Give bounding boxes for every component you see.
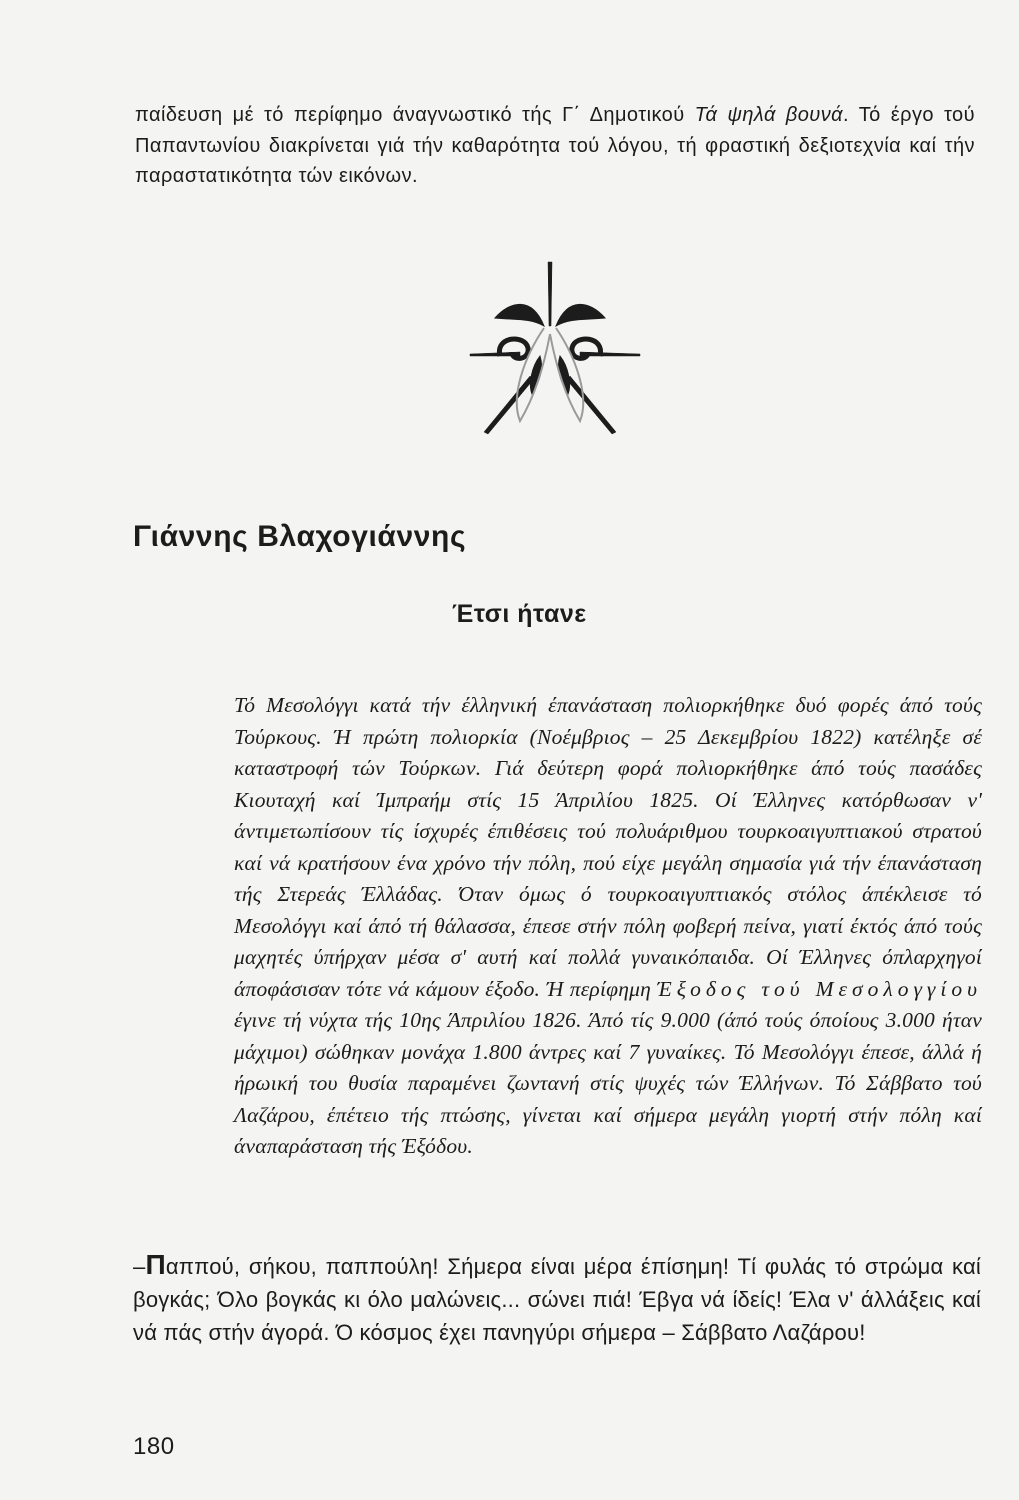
story-title: Έτσι ήτανε	[452, 600, 587, 628]
historical-note	[234, 690, 982, 1163]
prose-part2: έγινε τή νύχτα τής 10ης Άπριλίου 1826. Άπό τίς 9.000 (άπό τούς όποίους 3.000 ήταν μάχιμοι) σώθηκαν μονάχα 1.800 άντρες καί 7 γυναίκες. Τό Μεσολόγγι έπεσε, άλλά ή ήρωική του θυσία παραμένει ζωντανή στίς ψυχές τών Έλλήνων. Τό Σάββατο τού Λαζάρου, έπέτειο τής πτώσης, γίνεται καί σήμερα μεγάλη γιορτή στήν πόλη καί άναπαράσταση τής Έξόδου.	[234, 1008, 982, 1158]
story-dropcap: Π	[145, 1249, 166, 1280]
floral-ornament-icon	[440, 256, 660, 436]
intro-text-before: παίδευση μέ τό περίφημο άναγνωστικό τής Γ΄ Δημοτικού	[135, 104, 695, 126]
story-dash: –	[133, 1254, 146, 1279]
prose-part1: Τό Μεσολόγγι κατά τήν έλληνική έπανάσταση πολιορκήθηκε δυό φορές άπό τούς Τούρκους. Ή πρώτη πολιορκία (Νοέμβριος – 25 Δεκεμβρίου 1822) κατέληξε σέ καταστροφή τών Τούρκων. Γιά δεύτερη φορά πολιορκήθηκε άπό τούς πασάδες Κιουταχή καί Ίμπραήμ στίς 15 Άπριλίου 1825. Οί Έλληνες κατόρθωσαν ν' άντιμετωπίσουν τίς ίσχυρές έπιθέσεις τού πολυάριθμου τουρκοαιγυπτιακού στρατού καί νά κρατήσουν ένα χρόνο τήν πόλη, πού είχε μεγάλη σημασία γιά τήν έπανάσταση τής Στερεάς Έλλάδας. Όταν όμως ό τουρκοαιγυπτιακός στόλος άπέκλεισε τό Μεσολόγγι καί άπό τή θάλασσα, έπεσε στήν πόλη φοβερή πείνα, γιατί έκτός άπό τούς μαχητές ύπήρχαν μέσα σ' αυτή καί πολλά γυναικόπαιδα. Οί Έλληνες όπλαρχηγοί άποφάσισαν τότε νά κάμουν έξοδο. Ή περίφημη	[234, 693, 982, 1001]
intro-paragraph	[135, 100, 975, 192]
story-paragraph	[133, 1248, 981, 1349]
prose-exodus: Έξοδος τού Μεσολογγίου	[657, 976, 982, 1001]
intro-book-title: Τά ψηλά βουνά	[694, 104, 844, 126]
page-number: 180	[133, 1433, 175, 1460]
story-text: αππού, σήκου, παππούλη! Σήμερα είναι μέρα έπίσημη! Τί φυλάς τό στρώμα καί βογκάς; Όλο βογκάς κι όλο μαλώνεις... σώνει πιά! Έβγα νά ίδείς! Έλα ν' άλλάξεις καί νά πάς στήν άγορά. Ό κόσμος έχει πανηγύρι σήμερα – Σάββατο Λαζάρου!	[133, 1254, 981, 1345]
intro-text-after: . Τό έργο τού Παπαντωνίου διακρίνεται γιά τήν καθαρότητα τού λόγου, τή φραστική δεξιοτεχνία καί τήν παραστατικότητα τών εικόνων.	[135, 104, 976, 187]
author-name: Γιάννης Βλαχογιάννης	[133, 520, 467, 553]
